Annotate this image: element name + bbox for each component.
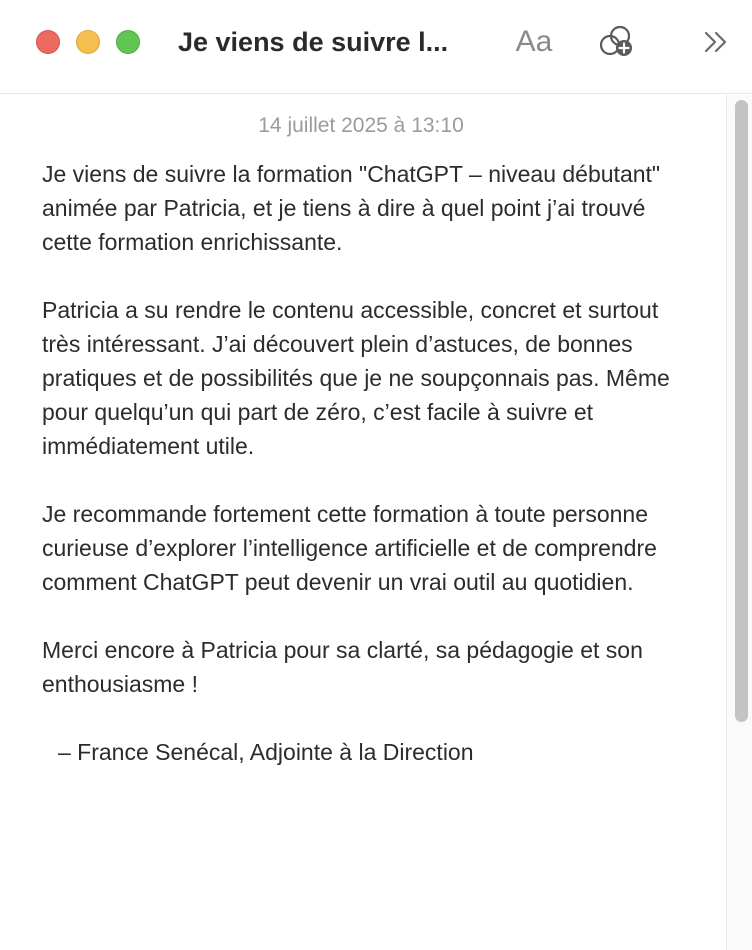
note-signature: – France Senécal, Adjointe à la Direction xyxy=(58,739,474,765)
title-bar[interactable] xyxy=(0,0,752,94)
note-content-area[interactable] xyxy=(0,95,726,950)
close-window-button[interactable] xyxy=(36,30,60,54)
note-paragraph-1: Je viens de suivre la formation "ChatGPT – niveau débutant" animée par Patricia, et je tiens à dire à quel point j’ai trouvé cette formation enrichissante. xyxy=(42,161,661,255)
minimize-window-button[interactable] xyxy=(76,30,100,54)
note-body[interactable] xyxy=(42,157,682,769)
note-paragraph-2: Patricia a su rendre le contenu accessible, concret et surtout très intéressant. J’ai découvert plein d’astuces, de bonnes pratiques et de possibilités que je ne soupçonnais pas. Même pour quelqu’un qui part de zéro, c’est facile à suivre et immédiatement utile. xyxy=(42,297,670,459)
zoom-window-button[interactable] xyxy=(116,30,140,54)
share-collaborate-icon xyxy=(594,22,638,62)
note-date: 14 juillet 2025 à 13:10 xyxy=(258,114,464,137)
more-toolbar-items-button[interactable] xyxy=(700,26,732,58)
scrollbar-thumb[interactable] xyxy=(735,100,748,722)
window-title: Je viens de suivre l... xyxy=(178,27,449,57)
double-chevron-right-icon xyxy=(700,26,732,58)
font-format-button[interactable]: Aa xyxy=(515,25,553,58)
note-paragraph-3: Je recommande fortement cette formation à toute personne curieuse d’explorer l’intelligence artificielle et de comprendre comment ChatGPT peut devenir un vrai outil au quotidien. xyxy=(42,501,657,595)
note-paragraph-4: Merci encore à Patricia pour sa clarté, sa pédagogie et son enthousiasme ! xyxy=(42,637,643,697)
vertical-scrollbar[interactable] xyxy=(726,95,752,950)
share-collaborate-button[interactable] xyxy=(594,22,638,62)
